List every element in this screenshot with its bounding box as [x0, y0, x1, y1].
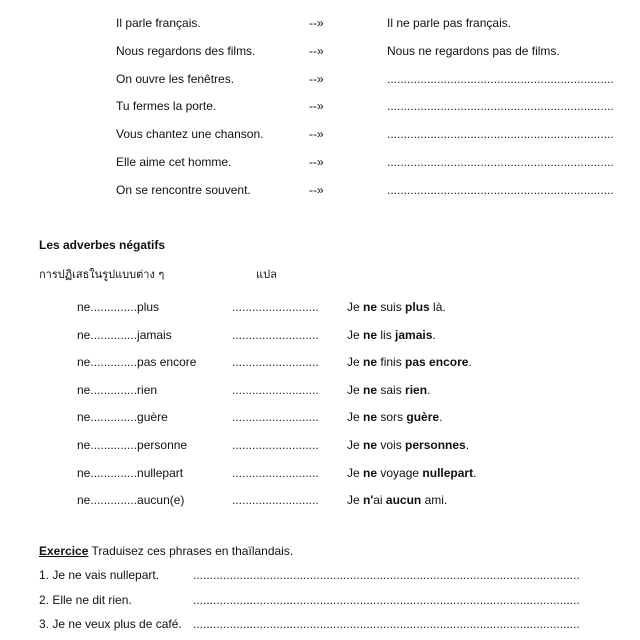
example-adverb: aucun	[385, 493, 422, 508]
answer-blank: ....................................................................	[387, 127, 614, 142]
adverb-structure	[77, 355, 196, 369]
ne-word: ne	[77, 438, 91, 452]
ne-word: ne	[77, 327, 91, 342]
exercise-answer-blank: ....................................................................................................................	[193, 568, 580, 582]
example-ne: ne	[363, 355, 378, 370]
exercise-answer-blank: ....................................................................................................................	[193, 617, 580, 631]
arrow: --»	[309, 99, 324, 114]
ne-word: ne	[77, 465, 91, 480]
sentence-affirmative: Vous chantez une chanson.	[116, 127, 264, 142]
example-pre: Je	[347, 493, 364, 508]
exercise-answer-blank: ....................................................................................................................	[193, 592, 580, 607]
example-post: .	[465, 438, 470, 452]
sentence-negative: Il ne parle pas français.	[387, 16, 512, 30]
example-ne: ne	[363, 382, 378, 397]
sentence-affirmative: Elle aime cet homme.	[116, 155, 232, 169]
arrow: --»	[309, 71, 324, 86]
adverb-structure	[77, 300, 159, 314]
adverb-word: aucun(e)	[137, 493, 185, 508]
example-post: .	[473, 465, 477, 480]
sentence-negative: Nous ne regardons pas de films.	[387, 43, 560, 58]
sentence-affirmative: Nous regardons des films.	[116, 43, 256, 58]
example-post: là.	[429, 300, 446, 314]
sentence-affirmative: On se rencontre souvent.	[116, 182, 251, 197]
sentence-affirmative: On ouvre les fenêtres.	[116, 71, 235, 86]
gap-dots: ..............	[90, 300, 138, 314]
ne-word: ne	[77, 410, 91, 425]
example-sentence	[347, 466, 476, 480]
example-sentence	[347, 328, 436, 342]
adverb-word: rien	[137, 382, 158, 397]
ne-word: ne	[77, 300, 91, 314]
example-ne: ne	[363, 327, 378, 342]
adverb-structure	[77, 493, 184, 507]
example-sentence	[347, 438, 469, 452]
adverb-structure	[77, 466, 183, 480]
gap-dots: ..............	[90, 355, 138, 370]
exercise-item: 3. Je ne veux plus de café.	[39, 617, 182, 631]
example-mid: ai	[373, 493, 386, 508]
example-ne: ne	[363, 410, 378, 425]
example-adverb: nullepart	[422, 465, 474, 480]
example-mid: sors	[377, 410, 407, 425]
example-pre: Je	[347, 300, 364, 314]
adverb-word: nullepart	[137, 465, 184, 480]
example-mid: vois	[377, 438, 406, 452]
gap-dots: ..............	[90, 438, 138, 452]
example-ne: ne	[363, 300, 378, 314]
adverb-structure	[77, 328, 172, 342]
example-post: .	[427, 382, 431, 397]
translation-blank: ..........................	[232, 382, 319, 397]
example-sentence	[347, 300, 446, 314]
ne-word: ne	[77, 493, 91, 508]
translation-blank: ..........................	[232, 355, 319, 370]
exercise-item: 2. Elle ne dit rien.	[39, 592, 132, 607]
translation-blank: ..........................	[232, 300, 319, 314]
example-ne: ne	[363, 438, 378, 452]
example-mid: sais	[377, 382, 406, 397]
answer-blank: ....................................................................	[387, 155, 614, 169]
sentence-affirmative: Il parle français.	[116, 16, 201, 30]
adverb-word: guère	[137, 410, 168, 425]
gap-dots: ..............	[90, 382, 138, 397]
example-mid: finis	[377, 355, 406, 370]
example-post: .	[439, 410, 443, 425]
translation-blank: ..........................	[232, 438, 319, 452]
example-pre: Je	[347, 465, 364, 480]
exercise-instruction: Traduisez ces phrases en thaïlandais.	[88, 544, 294, 558]
translation-blank: ..........................	[232, 327, 319, 342]
thai-subtitle: การปฏิเสธในรูปแบบต่าง ๆ	[39, 268, 165, 281]
sentence-affirmative: Tu fermes la porte.	[116, 99, 217, 114]
gap-dots: ..............	[90, 493, 138, 508]
adverb-word: pas encore	[137, 355, 197, 370]
cropped-top-line	[40, 0, 560, 2]
example-sentence	[347, 383, 430, 397]
answer-blank: ....................................................................	[387, 99, 614, 114]
example-pre: Je	[347, 355, 364, 370]
gap-dots: ..............	[90, 327, 138, 342]
example-sentence	[347, 355, 472, 369]
arrow: --»	[309, 16, 324, 30]
exercise-item: 1. Je ne vais nullepart.	[39, 568, 160, 582]
answer-blank: ....................................................................	[387, 71, 614, 86]
adverb-word: personne	[137, 438, 188, 452]
section-title-adverbs: Les adverbes négatifs	[39, 238, 166, 252]
example-adverb: jamais	[395, 327, 433, 342]
gap-dots: ..............	[90, 410, 138, 425]
example-mid: voyage	[377, 465, 423, 480]
translation-blank: ..........................	[232, 493, 319, 508]
adverb-word: jamais	[137, 327, 172, 342]
example-sentence	[347, 410, 442, 424]
ne-word: ne	[77, 355, 91, 370]
example-mid: suis	[377, 300, 406, 314]
example-pre: Je	[347, 410, 364, 425]
translation-blank: ..........................	[232, 410, 319, 425]
example-post: ami.	[421, 493, 448, 508]
example-adverb: rien	[405, 382, 428, 397]
example-ne: n'	[363, 493, 374, 508]
example-post: .	[468, 355, 472, 370]
translation-blank: ..........................	[232, 465, 319, 480]
example-pre: Je	[347, 382, 364, 397]
adverb-structure	[77, 438, 187, 452]
example-adverb: personnes	[405, 438, 466, 452]
answer-blank: ....................................................................	[387, 182, 614, 197]
adverb-structure	[77, 383, 157, 397]
example-sentence	[347, 493, 447, 507]
exercise-label: Exercice	[39, 544, 89, 558]
arrow: --»	[309, 43, 324, 58]
arrow: --»	[309, 127, 324, 142]
adverb-word: plus	[137, 300, 160, 314]
exercise-heading	[39, 544, 293, 558]
example-adverb: pas encore	[405, 355, 469, 370]
ne-word: ne	[77, 382, 91, 397]
example-pre: Je	[347, 327, 364, 342]
arrow: --»	[309, 182, 324, 197]
gap-dots: ..............	[90, 465, 138, 480]
example-mid: lis	[377, 327, 396, 342]
translate-label: แปล	[256, 268, 277, 281]
example-post: .	[432, 327, 436, 342]
adverb-structure	[77, 410, 168, 424]
example-ne: ne	[363, 465, 378, 480]
example-adverb: plus	[405, 300, 430, 314]
arrow: --»	[309, 155, 324, 169]
example-pre: Je	[347, 438, 364, 452]
example-adverb: guère	[406, 410, 440, 425]
